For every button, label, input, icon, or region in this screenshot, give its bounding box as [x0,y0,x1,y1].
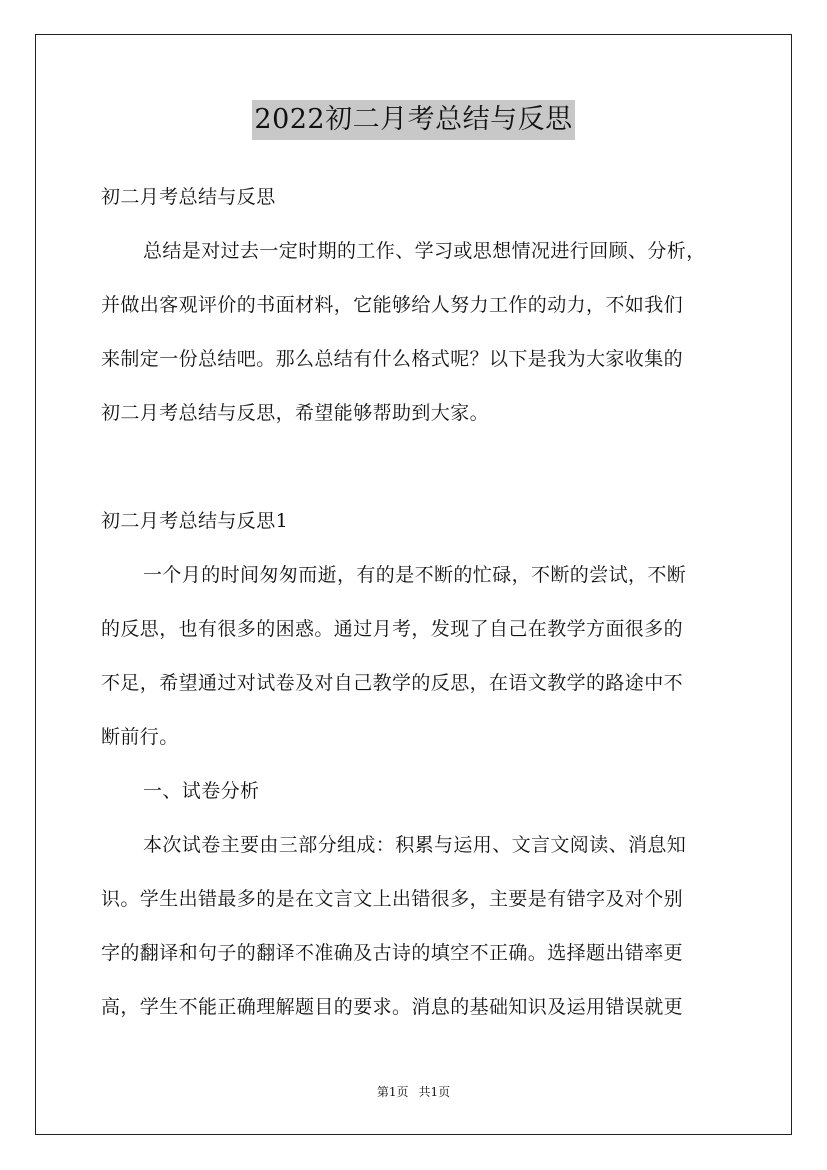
document-title: 2022初二月考总结与反思 [252,100,574,140]
section-heading: 初二月考总结与反思1 [101,510,289,532]
page-footer [0,1084,827,1100]
intro-line: 初二月考总结与反思，希望能够帮助到大家。 [101,402,490,424]
page-total: 共1页 [418,1085,451,1099]
part-heading: 一、试卷分析 [143,780,260,802]
section-line: 不足，希望通过对试卷及对自己教学的反思，在语文教学的路途中不 [101,672,684,694]
section-line: 的反思，也有很多的困惑。通过月考，发现了自己在教学方面很多的 [101,618,684,640]
part-line: 高，学生不能正确理解题目的要求。消息的基础知识及运用错误就更 [101,996,684,1018]
part-line: 识。学生出错最多的是在文言文上出错很多，主要是有错字及对个别 [101,888,684,910]
page-number: 第1页 [376,1085,409,1099]
intro-line: 并做出客观评价的书面材料，它能够给人努力工作的动力，不如我们 [101,294,684,316]
section-line: 断前行。 [101,726,179,748]
blank-line [101,440,729,494]
part-line: 字的翻译和句子的翻译不准确及古诗的填空不正确。选择题出错率更 [101,942,684,964]
section-line: 一个月的时间匆匆而逝，有的是不断的忙碌，不断的尝试，不断 [143,564,687,586]
intro-line: 总结是对过去一定时期的工作、学习或思想情况进行回顾、分析， [143,240,706,262]
intro-line: 来制定一份总结吧。那么总结有什么格式呢？以下是我为大家收集的 [101,348,684,370]
document-body [101,170,729,1034]
part-line: 本次试卷主要由三部分组成：积累与运用、文言文阅读、消息知 [143,834,687,856]
subtitle: 初二月考总结与反思 [101,186,276,208]
title-wrap [0,100,827,140]
